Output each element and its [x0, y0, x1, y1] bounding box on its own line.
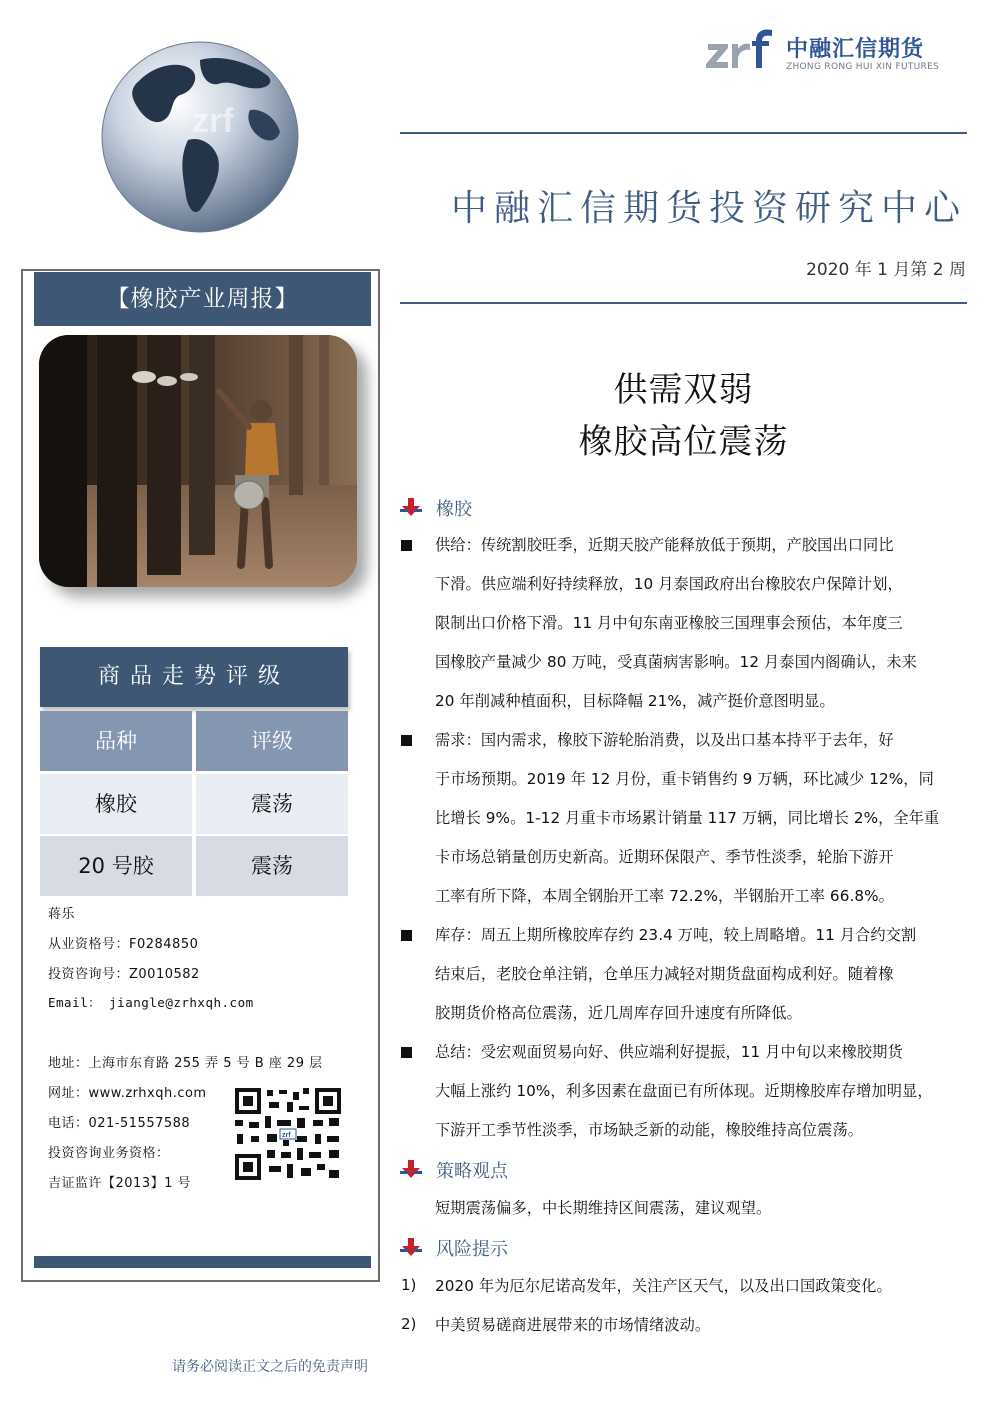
bullet-square-icon [401, 540, 412, 551]
summary-line: 下游开工季节性淡季，市场缺乏新的动能，橡胶维持高位震荡。 [435, 1121, 864, 1139]
rating-header-grade: 评级 [196, 711, 348, 771]
zrf-logo-icon [706, 28, 776, 74]
qualification-value: 吉证监许【2013】1 号 [48, 1176, 191, 1191]
report-type-banner: 【橡胶产业周报】 [34, 272, 371, 326]
top-rule [400, 132, 967, 134]
rubber-tapper-image [39, 335, 357, 587]
rating-cell: 震荡 [196, 774, 348, 834]
rating-cell: 橡胶 [40, 774, 192, 834]
qr-code-icon [233, 1086, 343, 1182]
risk-number: 1) [401, 1276, 417, 1294]
section-risk-label: 风险提示 [436, 1239, 508, 1260]
company-address: 地址：上海市东育路 255 弄 5 号 B 座 29 层 [48, 1056, 323, 1071]
supply-line: 限制出口价格下滑。11 月中旬东南亚橡胶三国理事会预估，本年度三 [435, 614, 903, 632]
qr-logo-text: zrf [282, 1132, 291, 1139]
disclaimer-note[interactable]: 请务必阅读正文之后的免责声明 [172, 1359, 368, 1375]
section-arrow-icon [400, 1160, 422, 1180]
rating-section-title: 商品走势评级 [40, 647, 348, 707]
analyst-license: 从业资格号：F0284850 [48, 937, 199, 952]
inventory-line: 结束后，老胶仓单注销，仓单压力减轻对期货盘面构成利好。随着橡 [435, 965, 894, 983]
section-arrow-icon [400, 1238, 422, 1258]
globe-logo [100, 40, 300, 235]
brand-name-cn: 中融汇信期货 [786, 37, 925, 62]
company-website[interactable]: 网址：www.zrhxqh.com [48, 1086, 207, 1101]
inventory-line: 库存：周五上期所橡胶库存约 23.4 万吨，较上周略增。11 月合约交割 [435, 926, 917, 944]
headline-line-1: 供需双弱 [613, 370, 754, 410]
globe-watermark: zrf [192, 102, 234, 140]
sidebar-footer-bar [34, 1256, 371, 1268]
rubber-tapping-photo [39, 335, 357, 587]
section-rubber-heading [400, 495, 472, 521]
demand-line: 工率有所下降，本周全钢胎开工率 72.2%，半钢胎开工率 66.8%。 [435, 887, 894, 905]
demand-line: 需求：国内需求，橡胶下游轮胎消费，以及出口基本持平于去年，好 [435, 731, 894, 749]
section-arrow-icon [400, 498, 422, 518]
bullet-square-icon [401, 735, 412, 746]
research-center-title: 中融汇信期货投资研究中心 [450, 188, 967, 229]
company-phone: 电话：021-51557588 [48, 1116, 191, 1131]
section-rubber-label: 橡胶 [436, 499, 472, 520]
info-sidebar [21, 269, 380, 1282]
brand-name-en: ZHONG RONG HUI XIN FUTURES [786, 62, 940, 72]
risk-text: 2020 年为厄尔尼诺高发年，关注产区天气，以及出口国政策变化。 [435, 1277, 892, 1295]
section-strategy-heading [400, 1157, 508, 1183]
summary-line: 大幅上涨约 10%，利多因素在盘面已有所体现。近期橡胶库存增加明显， [435, 1082, 933, 1100]
globe-icon [100, 40, 300, 235]
brand-logo [706, 28, 940, 74]
strategy-text: 短期震荡偏多，中长期维持区间震荡，建议观望。 [435, 1199, 772, 1217]
risk-text: 中美贸易磋商进展带来的市场情绪波动。 [435, 1316, 711, 1334]
demand-line: 卡市场总销量创历史新高。近期环保限产、季节性淡季，轮胎下游开 [435, 848, 894, 866]
demand-line: 于市场预期。2019 年 12 月份，重卡销售约 9 万辆，环比减少 12%，同 [435, 770, 934, 788]
inventory-line: 胶期货价格高位震荡，近几周库存回升速度有所降低。 [435, 1004, 802, 1022]
supply-line: 供给：传统割胶旺季，近期天胶产能释放低于预期，产胶国出口同比 [435, 536, 894, 554]
qualification-label: 投资咨询业务资格： [48, 1146, 170, 1161]
bullet-square-icon [401, 1047, 412, 1058]
analyst-name: 蒋乐 [48, 907, 76, 922]
bottom-rule [400, 302, 967, 304]
section-strategy-label: 策略观点 [436, 1161, 508, 1182]
supply-line: 20 年削减种植面积，目标降幅 21%，减产挺价意图明显。 [435, 692, 835, 710]
rating-cell: 20 号胶 [40, 836, 192, 896]
section-risk-heading [400, 1235, 508, 1261]
summary-line: 总结：受宏观面贸易向好、供应端利好提振，11 月中旬以来橡胶期货 [435, 1043, 903, 1061]
bullet-square-icon [401, 930, 412, 941]
demand-line: 比增长 9%。1-12 月重卡市场累计销量 117 万辆，同比增长 2%，全年重 [435, 809, 940, 827]
rating-cell: 震荡 [196, 836, 348, 896]
qr-code[interactable] [233, 1086, 343, 1182]
analyst-email[interactable]: Email： jiangle@zrhxqh.com [48, 995, 254, 1010]
analyst-consult-number: 投资咨询号：Z0010582 [48, 967, 200, 982]
rating-header-variety: 品种 [40, 711, 192, 771]
supply-line: 国橡胶产量减少 80 万吨，受真菌病害影响。12 月泰国内阁确认，未来 [435, 653, 917, 671]
supply-line: 下滑。供应端利好持续释放，10 月泰国政府出台橡胶农户保障计划， [435, 575, 903, 593]
headline-line-2: 橡胶高位震荡 [578, 422, 789, 462]
risk-number: 2) [401, 1315, 417, 1333]
report-week: 2020 年 1 月第 2 周 [806, 260, 966, 280]
